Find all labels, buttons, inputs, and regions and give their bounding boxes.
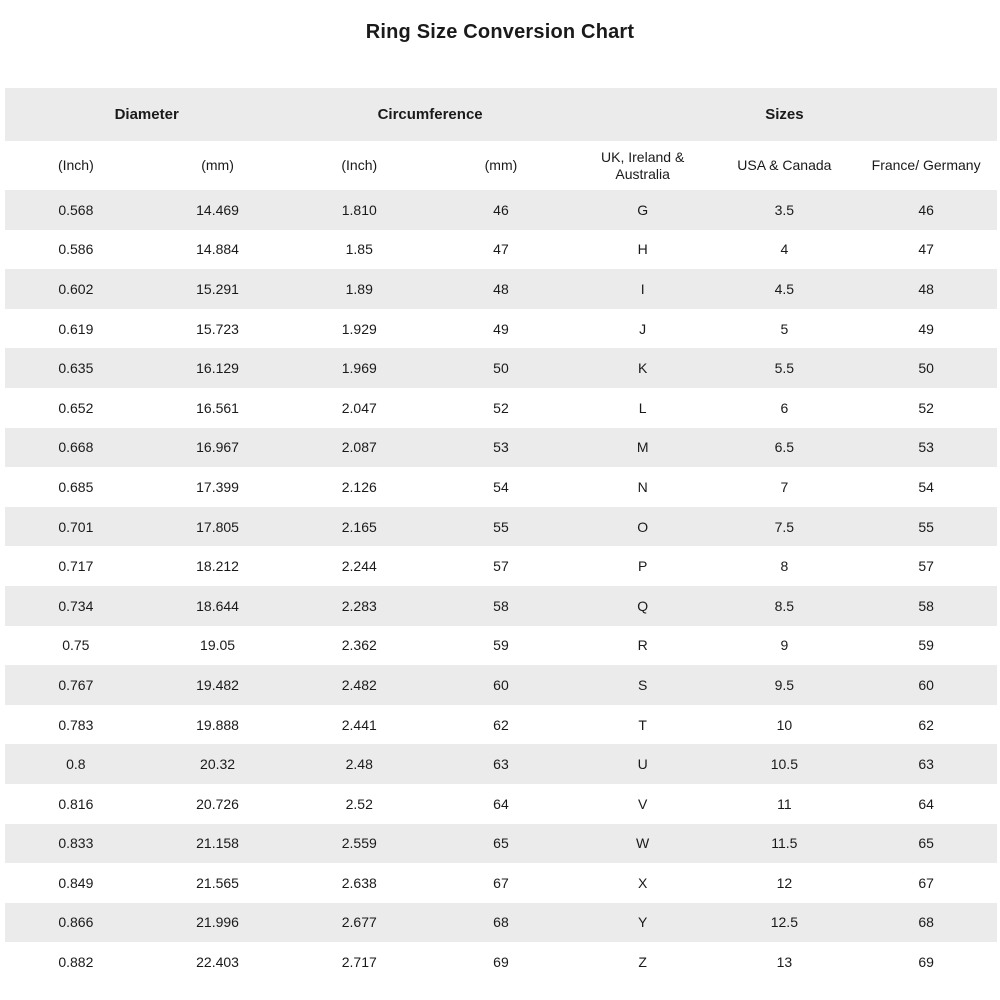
cell-circumference-inch: 2.441 <box>341 716 377 733</box>
cell-circumference-mm: 47 <box>493 241 509 258</box>
cell-size-france-germany: 69 <box>918 954 934 971</box>
table-row <box>5 705 997 745</box>
page-title: Ring Size Conversion Chart <box>365 21 635 43</box>
table-row <box>5 942 997 982</box>
table-row <box>5 507 997 547</box>
cell-size-uk-ireland-australia: Q <box>637 597 649 614</box>
cell-diameter-mm: 21.565 <box>196 874 239 891</box>
cell-size-france-germany: 60 <box>918 676 934 693</box>
cell-circumference-inch: 1.810 <box>341 201 377 218</box>
cell-size-uk-ireland-australia: T <box>638 716 647 733</box>
cell-diameter-mm: 14.884 <box>196 241 239 258</box>
cell-size-uk-ireland-australia: S <box>637 676 648 693</box>
cell-size-uk-ireland-australia: P <box>637 558 648 575</box>
cell-size-uk-ireland-australia: G <box>637 201 649 218</box>
column-header-france-germany: France/ Germany <box>855 141 997 190</box>
table-row <box>5 546 997 586</box>
cell-circumference-mm: 50 <box>493 360 509 377</box>
group-header-sizes: Sizes <box>572 88 997 141</box>
cell-size-uk-ireland-australia: Z <box>638 954 647 971</box>
column-header-circumference-mm: (mm) <box>430 141 572 190</box>
table-row <box>5 784 997 824</box>
cell-diameter-mm: 21.158 <box>196 835 239 852</box>
cell-circumference-mm: 69 <box>493 954 509 971</box>
cell-circumference-inch: 2.126 <box>341 478 377 495</box>
cell-circumference-inch: 2.482 <box>341 676 377 693</box>
cell-size-usa-canada: 5.5 <box>774 360 795 377</box>
cell-circumference-mm: 67 <box>493 874 509 891</box>
cell-circumference-inch: 2.047 <box>341 399 377 416</box>
cell-size-uk-ireland-australia: X <box>637 874 648 891</box>
cell-size-usa-canada: 11.5 <box>771 835 798 852</box>
cell-diameter-mm: 15.291 <box>196 280 239 297</box>
cell-size-usa-canada: 5 <box>780 320 789 337</box>
cell-size-usa-canada: 12.5 <box>770 914 798 931</box>
cell-size-usa-canada: 6.5 <box>774 439 795 456</box>
cell-circumference-mm: 63 <box>493 756 509 773</box>
cell-diameter-mm: 19.888 <box>196 716 239 733</box>
cell-size-usa-canada: 3.5 <box>774 201 795 218</box>
cell-diameter-mm: 18.212 <box>196 558 239 575</box>
table-row <box>5 309 997 349</box>
cell-circumference-inch: 1.969 <box>341 360 377 377</box>
cell-size-uk-ireland-australia: H <box>637 241 648 258</box>
cell-circumference-inch: 2.165 <box>341 518 377 535</box>
cell-circumference-mm: 62 <box>493 716 509 733</box>
table-row <box>5 230 997 270</box>
cell-circumference-mm: 49 <box>493 320 509 337</box>
cell-diameter-inch: 0.685 <box>58 478 94 495</box>
cell-size-france-germany: 68 <box>918 914 934 931</box>
table-row <box>5 388 997 428</box>
cell-diameter-inch: 0.701 <box>58 518 94 535</box>
cell-circumference-mm: 57 <box>493 558 509 575</box>
cell-size-uk-ireland-australia: I <box>640 280 645 297</box>
table-row <box>5 744 997 784</box>
cell-circumference-inch: 2.717 <box>341 954 377 971</box>
cell-circumference-inch: 1.929 <box>341 320 377 337</box>
cell-circumference-mm: 58 <box>493 597 509 614</box>
cell-size-france-germany: 62 <box>918 716 934 733</box>
cell-diameter-inch: 0.734 <box>58 597 94 614</box>
cell-size-usa-canada: 7.5 <box>774 518 795 535</box>
cell-size-france-germany: 46 <box>918 201 934 218</box>
cell-size-usa-canada: 7 <box>780 478 789 495</box>
cell-size-usa-canada: 12 <box>776 874 793 891</box>
cell-diameter-inch: 0.619 <box>58 320 94 337</box>
cell-size-uk-ireland-australia: R <box>637 637 648 654</box>
cell-circumference-inch: 2.283 <box>341 597 377 614</box>
cell-size-usa-canada: 10.5 <box>770 756 798 773</box>
cell-diameter-mm: 18.644 <box>196 597 239 614</box>
cell-diameter-inch: 0.833 <box>58 835 94 852</box>
column-header-usa-canada: USA & Canada <box>714 141 856 190</box>
cell-circumference-mm: 48 <box>493 280 509 297</box>
cell-circumference-mm: 55 <box>493 518 509 535</box>
group-header-row <box>5 88 997 141</box>
cell-circumference-inch: 2.362 <box>341 637 377 654</box>
cell-diameter-inch: 0.816 <box>58 795 94 812</box>
cell-circumference-inch: 2.638 <box>341 874 377 891</box>
cell-size-france-germany: 59 <box>918 637 934 654</box>
cell-circumference-mm: 53 <box>493 439 509 456</box>
group-header-diameter: Diameter <box>5 88 288 141</box>
cell-diameter-inch: 0.849 <box>58 874 94 891</box>
cell-size-uk-ireland-australia: Y <box>637 914 648 931</box>
cell-circumference-inch: 1.85 <box>345 241 373 258</box>
cell-diameter-inch: 0.767 <box>58 676 94 693</box>
cell-circumference-inch: 1.89 <box>345 280 373 297</box>
cell-diameter-mm: 22.403 <box>196 954 239 971</box>
cell-size-usa-canada: 8.5 <box>774 597 795 614</box>
cell-circumference-mm: 46 <box>493 201 509 218</box>
cell-size-france-germany: 48 <box>918 280 934 297</box>
group-header-circumference: Circumference <box>288 88 571 141</box>
table-row <box>5 626 997 666</box>
cell-diameter-inch: 0.602 <box>58 280 94 297</box>
cell-size-france-germany: 49 <box>918 320 934 337</box>
cell-diameter-inch: 0.866 <box>58 914 94 931</box>
cell-circumference-mm: 54 <box>493 478 509 495</box>
table-row <box>5 824 997 864</box>
cell-diameter-inch: 0.882 <box>58 954 94 971</box>
column-header-uk-ireland-australia: UK, Ireland & Australia <box>572 141 714 190</box>
table-row <box>5 190 997 230</box>
cell-diameter-inch: 0.586 <box>58 241 94 258</box>
table-row <box>5 269 997 309</box>
cell-size-france-germany: 57 <box>918 558 934 575</box>
ring-size-conversion-table <box>5 88 997 982</box>
table-header <box>5 88 997 190</box>
cell-size-uk-ireland-australia: N <box>637 478 648 495</box>
cell-circumference-inch: 2.087 <box>341 439 377 456</box>
column-header-row <box>5 141 997 190</box>
cell-diameter-mm: 16.967 <box>196 439 239 456</box>
cell-size-uk-ireland-australia: V <box>637 795 648 812</box>
cell-diameter-mm: 20.32 <box>200 756 236 773</box>
cell-diameter-mm: 17.399 <box>196 478 239 495</box>
cell-diameter-mm: 14.469 <box>196 201 239 218</box>
cell-size-france-germany: 64 <box>918 795 934 812</box>
cell-size-france-germany: 50 <box>918 360 934 377</box>
cell-diameter-inch: 0.652 <box>58 399 94 416</box>
cell-size-usa-canada: 8 <box>780 558 789 575</box>
cell-size-usa-canada: 11 <box>777 795 792 812</box>
cell-size-usa-canada: 10 <box>776 716 793 733</box>
table-row <box>5 428 997 468</box>
cell-circumference-inch: 2.52 <box>345 795 373 812</box>
cell-circumference-inch: 2.559 <box>341 835 377 852</box>
cell-diameter-mm: 16.129 <box>196 360 239 377</box>
table-row <box>5 903 997 943</box>
cell-size-usa-canada: 9 <box>780 637 789 654</box>
table-row <box>5 863 997 903</box>
cell-size-usa-canada: 4.5 <box>774 280 795 297</box>
cell-size-france-germany: 65 <box>918 835 934 852</box>
cell-size-uk-ireland-australia: L <box>638 399 647 416</box>
cell-diameter-inch: 0.668 <box>58 439 94 456</box>
cell-diameter-mm: 19.482 <box>196 676 239 693</box>
cell-size-usa-canada: 13 <box>776 954 793 971</box>
table-row <box>5 586 997 626</box>
cell-size-usa-canada: 9.5 <box>774 676 795 693</box>
cell-diameter-mm: 17.805 <box>196 518 239 535</box>
cell-size-france-germany: 47 <box>918 241 934 258</box>
column-header-diameter-inch: (Inch) <box>5 141 147 190</box>
cell-circumference-mm: 68 <box>493 914 509 931</box>
column-header-circumference-inch: (Inch) <box>288 141 430 190</box>
cell-size-france-germany: 54 <box>918 478 934 495</box>
cell-diameter-inch: 0.568 <box>58 201 94 218</box>
cell-size-uk-ireland-australia: J <box>639 320 647 337</box>
cell-diameter-inch: 0.8 <box>66 756 86 773</box>
cell-circumference-mm: 60 <box>493 676 509 693</box>
cell-size-uk-ireland-australia: W <box>636 835 650 852</box>
cell-circumference-inch: 2.244 <box>341 558 377 575</box>
cell-size-uk-ireland-australia: K <box>637 360 648 377</box>
cell-circumference-mm: 64 <box>493 795 509 812</box>
cell-size-france-germany: 63 <box>918 756 934 773</box>
cell-circumference-mm: 59 <box>493 637 509 654</box>
cell-diameter-mm: 21.996 <box>196 914 239 931</box>
cell-circumference-mm: 52 <box>493 399 509 416</box>
cell-diameter-inch: 0.635 <box>58 360 94 377</box>
cell-diameter-mm: 20.726 <box>196 795 239 812</box>
table-row <box>5 665 997 705</box>
cell-diameter-mm: 15.723 <box>196 320 239 337</box>
cell-diameter-mm: 16.561 <box>196 399 239 416</box>
cell-circumference-mm: 65 <box>493 835 509 852</box>
cell-circumference-inch: 2.677 <box>341 914 377 931</box>
cell-size-uk-ireland-australia: O <box>637 518 649 535</box>
table-row <box>5 467 997 507</box>
cell-size-uk-ireland-australia: M <box>636 439 649 456</box>
column-header-diameter-mm: (mm) <box>147 141 289 190</box>
table-body <box>5 190 997 982</box>
cell-size-france-germany: 55 <box>918 518 934 535</box>
cell-diameter-inch: 0.783 <box>58 716 94 733</box>
cell-size-france-germany: 58 <box>918 597 934 614</box>
cell-size-uk-ireland-australia: U <box>637 756 648 773</box>
cell-size-usa-canada: 6 <box>780 399 789 416</box>
cell-size-france-germany: 53 <box>918 439 934 456</box>
cell-diameter-mm: 19.05 <box>200 637 236 654</box>
cell-diameter-inch: 0.75 <box>62 637 90 654</box>
table-row <box>5 348 997 388</box>
cell-size-france-germany: 52 <box>918 399 934 416</box>
cell-circumference-inch: 2.48 <box>345 756 373 773</box>
cell-size-france-germany: 67 <box>918 874 934 891</box>
cell-diameter-inch: 0.717 <box>58 558 94 575</box>
cell-size-usa-canada: 4 <box>780 241 789 258</box>
